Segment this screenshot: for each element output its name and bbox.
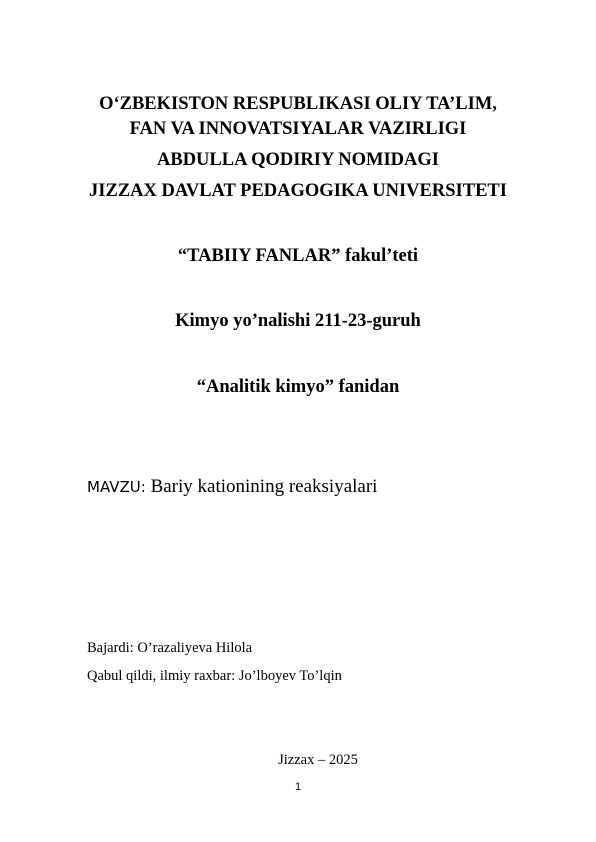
supervisor: Qabul qildi, ilmiy raxbar: Jo’lboyev To’lqin [87, 668, 342, 684]
ministry-name-line1: O‘ZBEKISTON RESPUBLIKASI OLIY TA’LIM, [99, 94, 497, 114]
ministry-name-line2: FAN VA INNOVATSIYALAR VAZIRLIGI [129, 119, 467, 139]
university-name-line1: ABDULLA QODIRIY NOMIDAGI [157, 150, 439, 170]
subject-name: “Analitik kimyo” fanidan [196, 377, 400, 397]
topic-label: MAVZU: [87, 478, 146, 496]
group-name: Kimyo yo’nalishi 211-23-guruh [175, 311, 421, 331]
topic-title: Bariy kationining reaksiyalari [150, 476, 378, 497]
performer: Bajardi: O’razaliyeva Hilola [87, 640, 253, 656]
university-name-line2: JIZZAX DAVLAT PEDAGOGIKA UNIVERSITETI [89, 181, 507, 201]
city-year: Jizzax – 2025 [278, 752, 358, 768]
topic [87, 477, 377, 496]
faculty-name: “TABIIY FANLAR” fakul’teti [177, 246, 419, 266]
page-number: 1 [294, 781, 302, 793]
